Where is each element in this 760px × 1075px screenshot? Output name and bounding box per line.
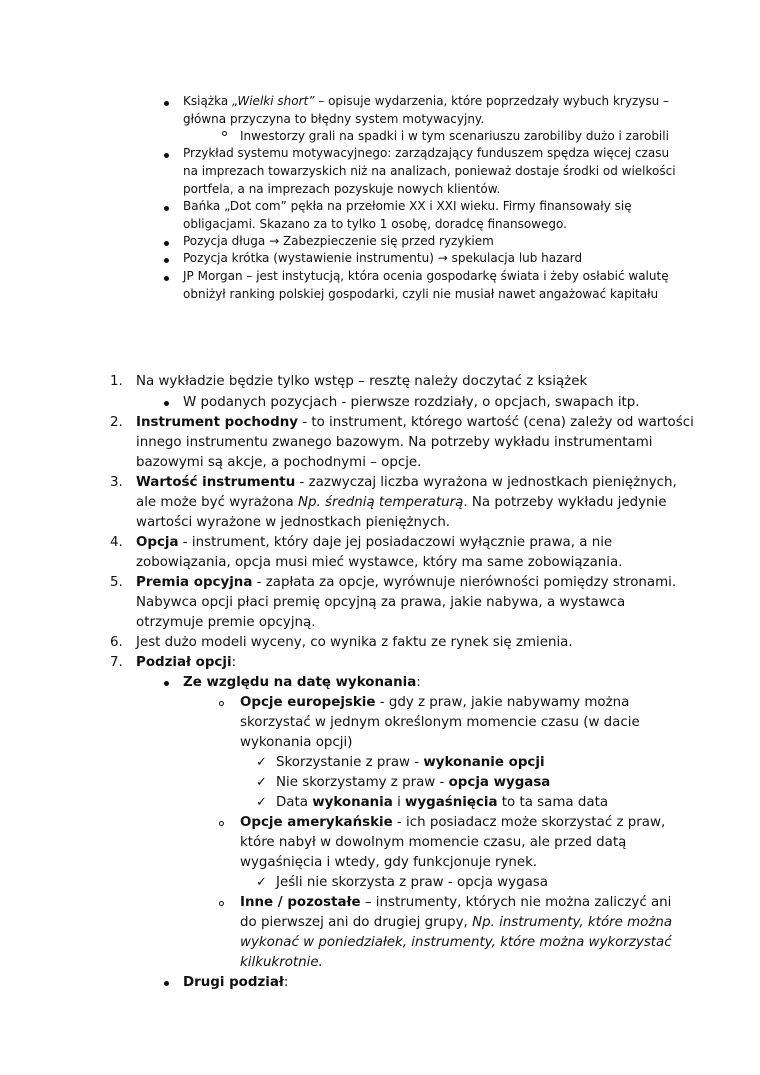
text-line [240,853,537,873]
text-run: główna przyczyna to błędny system motywacyjny. [183,112,485,126]
text-line [136,473,677,493]
checkmark-icon: ✓ [256,755,267,770]
text-run: wygaśnięcia [405,795,498,810]
text-run: - instrument, który daje jej posiadaczowi wyłącznie prawa, a nie [178,535,613,550]
text-run: Premia opcyjna [136,575,253,590]
text-line [183,267,669,285]
sub-bullet-marker [222,131,227,136]
text-line [183,232,494,250]
list-number: 2. [110,415,123,430]
text-run: Ze względu na datę wykonania [183,675,417,690]
bullet-marker [164,681,169,686]
bullet-marker [164,153,169,158]
text-line [240,913,672,933]
text-run: wygaśnięcia i wtedy, gdy funkcjonuje rynek. [240,855,538,870]
text-run: W podanych pozycjach - pierwsze rozdziały, o opcjach, swapach itp. [183,395,640,410]
text-run: – opisuje wydarzenia, które poprzedzały wybuch kryzysu – [314,94,670,108]
text-run: - ich posiadacz może skorzystać z praw, [392,815,666,830]
text-line [240,813,665,833]
text-line [136,653,236,673]
text-run: Skorzystanie z praw - [276,755,424,770]
text-line [240,127,669,145]
bullet-marker [164,981,169,986]
text-run: opcja wygasa [448,775,551,790]
bullet-marker [164,276,169,281]
sub-bullet-marker [219,901,224,906]
sub-bullet-marker [219,701,224,706]
list-number: 6. [110,635,123,650]
list-number: 5. [110,575,123,590]
text-line [136,433,652,453]
sub-bullet-marker [219,821,224,826]
text-line [136,493,666,513]
text-line [240,713,640,733]
text-line [136,453,421,473]
text-line [240,933,672,953]
text-run: Data [276,795,313,810]
text-run: Na wykładzie będzie tylko wstęp – resztę należy doczytać z książek [136,374,588,389]
text-run: Instrument pochodny [136,415,298,430]
text-line [276,753,545,773]
text-run: : [283,975,289,990]
text-line [240,953,323,973]
bullet-marker [164,258,169,263]
text-run: na imprezach towarzyskich niż na analizach, ponieważ dostaje środki od wielkości [183,164,676,178]
text-line [136,372,587,392]
text-run: Jeśli nie skorzysta z praw - opcja wygasa [276,875,548,890]
text-line [240,733,352,753]
bullet-marker [164,206,169,211]
text-run: portfela, a na imprezach pozyskuje nowych klientów. [183,182,501,196]
text-run: innego instrumentu zwanego bazowym. Na potrzeby wykładu instrumentami [136,435,653,450]
text-run: wykonania [312,795,393,810]
list-number: 4. [110,535,123,550]
text-run: i [392,795,406,810]
text-run: - zazwyczaj liczba wyrażona w jednostkach pieniężnych, [295,475,677,490]
text-run: które nabył w dowolnym momencie czasu, ale przed datą [240,835,627,850]
text-run: Nabywca opcji płaci premię opcyjną za prawa, jakie nabywa, a wystawca [136,595,626,610]
checkmark-icon: ✓ [256,775,267,790]
text-run: do pierwszej ani do drugiej grupy, [240,915,473,930]
text-line [276,793,608,813]
text-line [136,593,625,613]
text-run: bazowymi są akcje, a pochodnymi – opcje. [136,455,422,470]
text-run: skorzystać w jednym określonym momencie czasu (w dacie [240,715,640,730]
text-run: Opcje amerykańskie [240,815,393,830]
text-line [183,393,640,413]
text-line [183,973,288,993]
text-run: Książka [183,94,233,108]
list-number: 1. [110,374,123,389]
text-run: ale może być wyrażona [136,495,298,510]
text-line [183,673,421,693]
text-line [276,773,550,793]
text-run: Pozycja długa → Zabezpieczenie się przed ryzykiem [183,234,494,248]
text-run: . Na potrzeby wykładu jedynie [463,495,667,510]
text-line [136,533,612,553]
text-run: Przykład systemu motywacyjnego: zarządzający funduszem spędza więcej czasu [183,146,670,160]
text-line [276,873,548,893]
text-line [136,553,622,573]
text-line [183,249,582,267]
text-line [136,573,676,593]
text-run: Np. średnią temperaturą [297,495,464,510]
text-run: wykonanie opcji [423,755,545,770]
bullet-marker [164,101,169,106]
list-number: 7. [110,655,123,670]
text-run: Nie skorzystamy z praw - [276,775,449,790]
text-run: : [416,675,421,690]
text-line [183,162,676,180]
text-line [240,833,626,853]
text-line [136,513,450,533]
text-line [240,893,671,913]
text-run: Jest dużo modeli wyceny, co wynika z faktu ze rynek się zmienia. [136,635,573,650]
text-run: to ta sama data [497,795,609,810]
text-run: Inwestorzy grali na spadki i w tym scenariuszu zarobiliby dużo i zarobili [240,129,669,143]
text-run: Inne / pozostałe [240,895,361,910]
text-line [183,197,632,215]
bullet-marker [164,241,169,246]
list-number: 3. [110,475,123,490]
text-line [136,413,694,433]
text-run: - zapłata za opcje, wyrównuje nierówności pomiędzy stronami. [252,575,677,590]
text-line [183,180,500,198]
text-run: „Wielki short” [232,94,315,108]
checkmark-icon: ✓ [256,875,267,890]
text-line [183,110,484,128]
text-run: Wartość instrumentu [136,475,296,490]
text-run: wykonać w poniedziałek, instrumenty, które można wykorzystać [240,935,672,950]
text-run: - gdy z praw, jakie nabywamy można [375,695,630,710]
bullet-marker [164,401,169,406]
text-run: obniżył ranking polskiej gospodarki, czyli nie musiał nawet angażować kapitału [183,287,659,301]
text-line [136,633,573,653]
text-run: Bańka „Dot com” pękła na przełomie XX i XXI wieku. Firmy finansowały się [183,199,632,213]
text-run: JP Morgan – jest instytucją, która ocenia gospodarkę świata i żeby osłabić walutę [183,269,669,283]
text-run: obligacjami. Skazano za to tylko 1 osobę, doradcę finansowego. [183,217,567,231]
text-run: wartości wyrażone w jednostkach pieniężnych. [136,515,451,530]
text-line [183,144,669,162]
text-line [183,285,658,303]
text-run: Pozycja krótka (wystawienie instrumentu) → spekulacja lub hazard [183,251,583,265]
text-run: wykonania opcji) [240,735,353,750]
text-line [183,215,567,233]
text-run: : [231,655,237,670]
text-line [183,92,669,110]
text-run: kilkukrotnie. [240,955,323,970]
text-run: Np. instrumenty, które można [472,915,673,930]
checkmark-icon: ✓ [256,795,267,810]
text-line [136,613,316,633]
text-line [240,693,629,713]
text-run: zobowiązania, opcja musi mieć wystawce, który ma same zobowiązania. [136,555,623,570]
text-run: Opcje europejskie [240,695,376,710]
text-run: otrzymuje premie opcyjną. [136,615,316,630]
text-run: Drugi podział [183,975,284,990]
text-run: Opcja [136,535,179,550]
text-run: Podział opcji [136,655,232,670]
text-run: - to instrument, którego wartość (cena) zależy od wartości [297,415,694,430]
text-run: – instrumenty, których nie można zaliczyć ani [360,895,672,910]
